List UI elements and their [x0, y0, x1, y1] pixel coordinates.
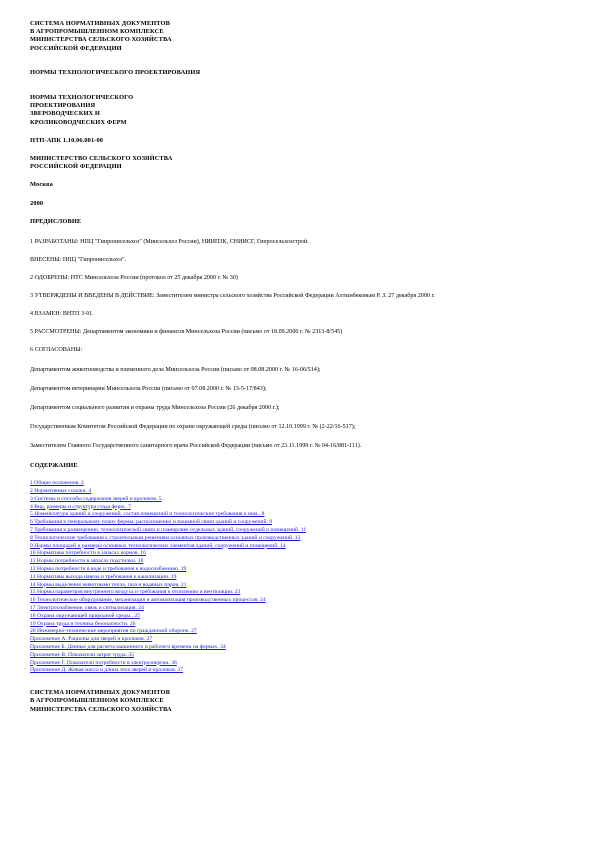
toc-link[interactable]: 5 Номенклатура зданий и сооружений, состав помещений и технологические требования к ним.. 8: [30, 511, 265, 518]
preface-item: ВНЕСЕНЫ: НПЦ "Гипронисельхоз".: [30, 257, 127, 264]
toc-link[interactable]: 4 Вид, размеры и структура стада ферм.. 7: [30, 503, 131, 510]
toc-link[interactable]: Приложение А. Рационы для зверей и кроликов. 27: [30, 636, 153, 643]
toc-link[interactable]: 11 Нормы потребности в запасах подстилки. 18: [30, 558, 144, 565]
header-line: РОССИЙСКОЙ ФЕДЕРАЦИИ: [30, 44, 122, 52]
table-of-contents: [30, 480, 570, 675]
ministry-line: МИНИСТЕРСТВО СЕЛЬСКОГО ХОЗЯЙСТВА: [30, 155, 173, 163]
toc-link[interactable]: 1 Общие положения. 2: [30, 480, 84, 487]
agreement-item: Департаментом животноводства и племенного дела Минсельхоза России (письмо от 08.08.2000 г. № 16-06/514);: [30, 367, 321, 374]
preface-item: 2 ОДОБРЕНЫ: НТС Минсельхоза России (протокол от 25 декабря 2000 г. № 30): [30, 275, 238, 282]
header-line: СИСТЕМА НОРМАТИВНЫХ ДОКУМЕНТОВ: [30, 20, 170, 27]
toc-link[interactable]: Приложение Г. Показатели потребности в электроэнергии. 36: [30, 659, 177, 666]
footer-header-line: В АГРОПРОМЫШЛЕННОМ КОМПЛЕКСЕ: [30, 697, 164, 705]
toc-link[interactable]: 12 Нормы потребности в воде и требования к водоснабжению. 19: [30, 566, 187, 573]
system-header: [30, 20, 570, 53]
toc-link[interactable]: 9 Нормы площадей и размеры основных технологических элементов зданий, сооружений и помещений. 14: [30, 542, 286, 549]
toc-link[interactable]: 16 Технологическое оборудование, механизация и автоматизация производственных процессов. 24: [30, 597, 266, 604]
title-line: ЗВЕРОВОДЧЕСКИХ И: [30, 110, 101, 118]
toc-link[interactable]: 8 Технологические требования к строительным решениям основных производственных зданий и сооружений. 13: [30, 534, 301, 541]
agreement-item: Департаментом ветеринарии Минсельхоза России (письмо от 07.08.2000 г. № 13-5-17/843);: [30, 386, 267, 393]
header-line: МИНИСТЕРСТВА СЕЛЬСКОГО ХОЗЯЙСТВА: [30, 36, 172, 44]
toc-link[interactable]: Приложение В. Показатели затрат труда. 35: [30, 651, 134, 658]
preface-heading: ПРЕДИСЛОВИЕ: [30, 217, 82, 225]
document-code: НТП-АПК 1.10.06.001-00: [30, 136, 104, 144]
toc-link[interactable]: 18 Охрана окружающей природной среды.. 25: [30, 612, 140, 619]
agreement-item: Департаментом социального развития и охраны труда Минсельхоза России (26 декабря 2000 г.);: [30, 405, 280, 412]
toc-link[interactable]: 17 Электроснабжение, связь и сигнализация. 24: [30, 605, 144, 611]
title-line: НОРМЫ ТЕХНОЛОГИЧЕСКОГО: [30, 94, 134, 102]
preface-item: 4 ВЗАМЕН: ВНТП 3-91.: [30, 311, 94, 318]
contents-heading: СОДЕРЖАНИЕ: [30, 462, 78, 470]
title-line: ПРОЕКТИРОВАНИЯ: [30, 102, 96, 110]
document-page: [30, 20, 570, 714]
ministry-line: РОССИЙСКОЙ ФЕДЕРАЦИИ: [30, 163, 122, 171]
toc-link[interactable]: 15 Нормы параметров внутреннего воздуха и требования к отоплению и вентиляции. 23: [30, 589, 241, 596]
agreement-item: Заместителем Главного Государственного санитарного врача Российской Федерации (письмо от 23.11.1999 г. № 04-16/881-111).: [30, 443, 362, 450]
agreement-item: Государственным Комитетом Российской Федерации по охране окружающей среды (письмо от 12.10.1999 г. № (2-22/16-517);: [30, 424, 356, 431]
header-line: В АГРОПРОМЫШЛЕННОМ КОМПЛЕКСЕ: [30, 28, 164, 36]
toc-link[interactable]: 10 Нормативы потребности в запасах кормов. 16: [30, 550, 146, 557]
preface-item: 1 РАЗРАБОТАНЫ: НПЦ "Гипронисельхоз" (Минсельхоз России), НИИПЗК, СНИИСГ, Гипросельхозстрой.: [30, 239, 309, 246]
toc-link[interactable]: 19 Охрана труда и техника безопасности. 26: [30, 620, 136, 627]
footer-system-header: [30, 689, 570, 714]
ministry-block: [30, 155, 570, 171]
title-line: КРОЛИКОВОДЧЕСКИХ ФЕРМ: [30, 118, 127, 126]
toc-link[interactable]: 20 Инженерно-технические мероприятия по гражданской обороне. 27: [30, 628, 197, 635]
toc-link[interactable]: 6 Требования к генеральному плану фермы, расположению и взаимной связи зданий и сооружений. 9: [30, 519, 273, 526]
city: Москва: [30, 181, 53, 189]
toc-link[interactable]: 14 Нормы выделения животными тепла, газа и водяных паров. 21: [30, 581, 187, 588]
preface-item: 3 УТВЕРЖДЕНЫ И ВВЕДЕНЫ В ДЕЙСТВИЕ: Заместителем министра сельского хозяйства Российской Федерации Алтынбековым Р. З. 27 декабря 2000 г.: [30, 293, 435, 300]
toc-link[interactable]: 2 Нормативные ссылки. 4: [30, 488, 92, 495]
year: 2000: [30, 199, 44, 207]
series-title: НОРМЫ ТЕХНОЛОГИЧЕСКОГО ПРОЕКТИРОВАНИЯ: [30, 68, 201, 76]
toc-link[interactable]: 3 Системы и способы содержания зверей и кроликов. 5: [30, 495, 162, 502]
footer-header-line: МИНИСТЕРСТВА СЕЛЬСКОГО ХОЗЯЙСТВА: [30, 705, 172, 713]
preface-item: 6 СОГЛАСОВАНЫ:: [30, 347, 83, 354]
toc-link[interactable]: 7 Требования к размещению, технологической связи и планировке отдельных зданий, сооружений и помещений. 11: [30, 527, 307, 534]
toc-link[interactable]: 13 Нормативы выхода навоза и требования к канализации. 19: [30, 573, 177, 580]
preface-item: 5 РАССМОТРЕНЫ: Департаментом экономики и финансов Минсельхоза России (письмо от 18.09.2000 г. № 2313-8/545): [30, 329, 343, 336]
toc-link[interactable]: Приложение Д. Живая масса и длина тела зверей и кроликов. 37: [30, 667, 184, 674]
document-title: [30, 94, 570, 127]
toc-link[interactable]: Приложение Б. Данные для расчета машинного и рабочего времени на фермах. 34: [30, 643, 226, 650]
footer-header-line: СИСТЕМА НОРМАТИВНЫХ ДОКУМЕНТОВ: [30, 689, 170, 697]
